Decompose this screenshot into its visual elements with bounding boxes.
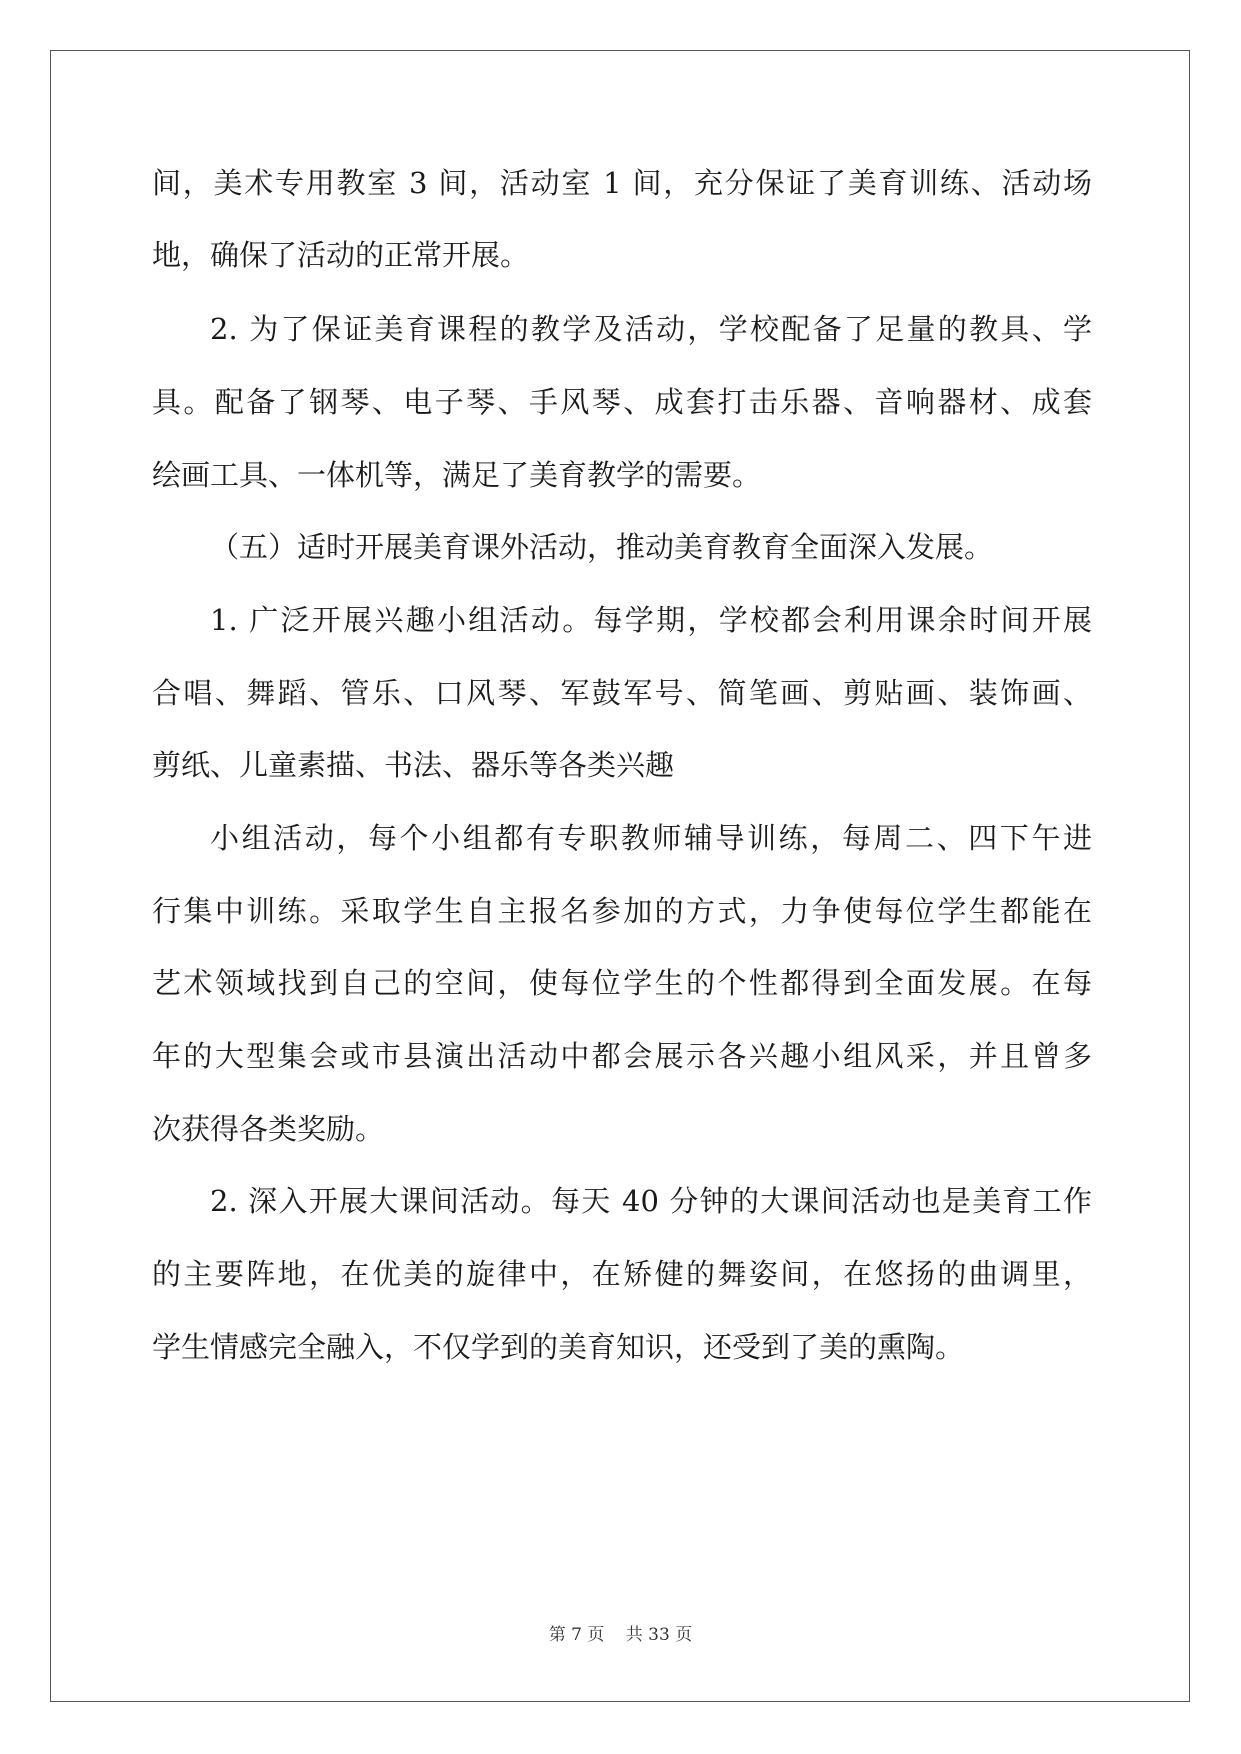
text-line: 次获得各类奖励。: [152, 1112, 385, 1146]
page-border: [50, 50, 1190, 1702]
text-line: 艺术领域找到自己的空间，使每位学生的个性都得到全面发展。在每: [152, 966, 1092, 1000]
text-line: 学生情感完全融入，不仅学到的美育知识，还受到了美的熏陶。: [152, 1330, 965, 1364]
text-line: 地，确保了活动的正常开展。: [152, 238, 530, 272]
text-line: 年的大型集会或市县演出活动中都会展示各兴趣小组风采，并且曾多: [152, 1039, 1092, 1073]
page-footer: [0, 1620, 1241, 1645]
text-line: 2. 为了保证美育课程的教学及活动，学校配备了足量的教具、学: [210, 312, 1092, 346]
text-line: 1. 广泛开展兴趣小组活动。每学期，学校都会利用课余时间开展: [210, 603, 1092, 637]
text-line: 2. 深入开展大课间活动。每天 40 分钟的大课间活动也是美育工作: [210, 1184, 1092, 1218]
text-line: 小组活动，每个小组都有专职教师辅导训练，每周二、四下午进: [210, 821, 1092, 855]
text-line: 间，美术专用教室 3 间，活动室 1 间，充分保证了美育训练、活动场: [152, 166, 1092, 200]
text-line: 具。配备了钢琴、电子琴、手风琴、成套打击乐器、音响器材、成套: [152, 385, 1092, 419]
text-line: 剪纸、儿童素描、书法、器乐等各类兴趣: [152, 748, 675, 782]
text-line: 的主要阵地，在优美的旋律中，在矫健的舞姿间，在悠扬的曲调里，: [152, 1257, 1092, 1291]
page-total: 共 33 页: [625, 1625, 693, 1645]
text-line: 绘画工具、一体机等，满足了美育教学的需要。: [152, 458, 762, 492]
text-line: 行集中训练。采取学生自主报名参加的方式，力争使每位学生都能在: [152, 894, 1092, 928]
page-number: 第 7 页: [548, 1625, 605, 1645]
text-line: 合唱、舞蹈、管乐、口风琴、军鼓军号、简笔画、剪贴画、装饰画、: [152, 676, 1092, 710]
section-heading: （五）适时开展美育课外活动，推动美育教育全面深入发展。: [210, 530, 994, 564]
